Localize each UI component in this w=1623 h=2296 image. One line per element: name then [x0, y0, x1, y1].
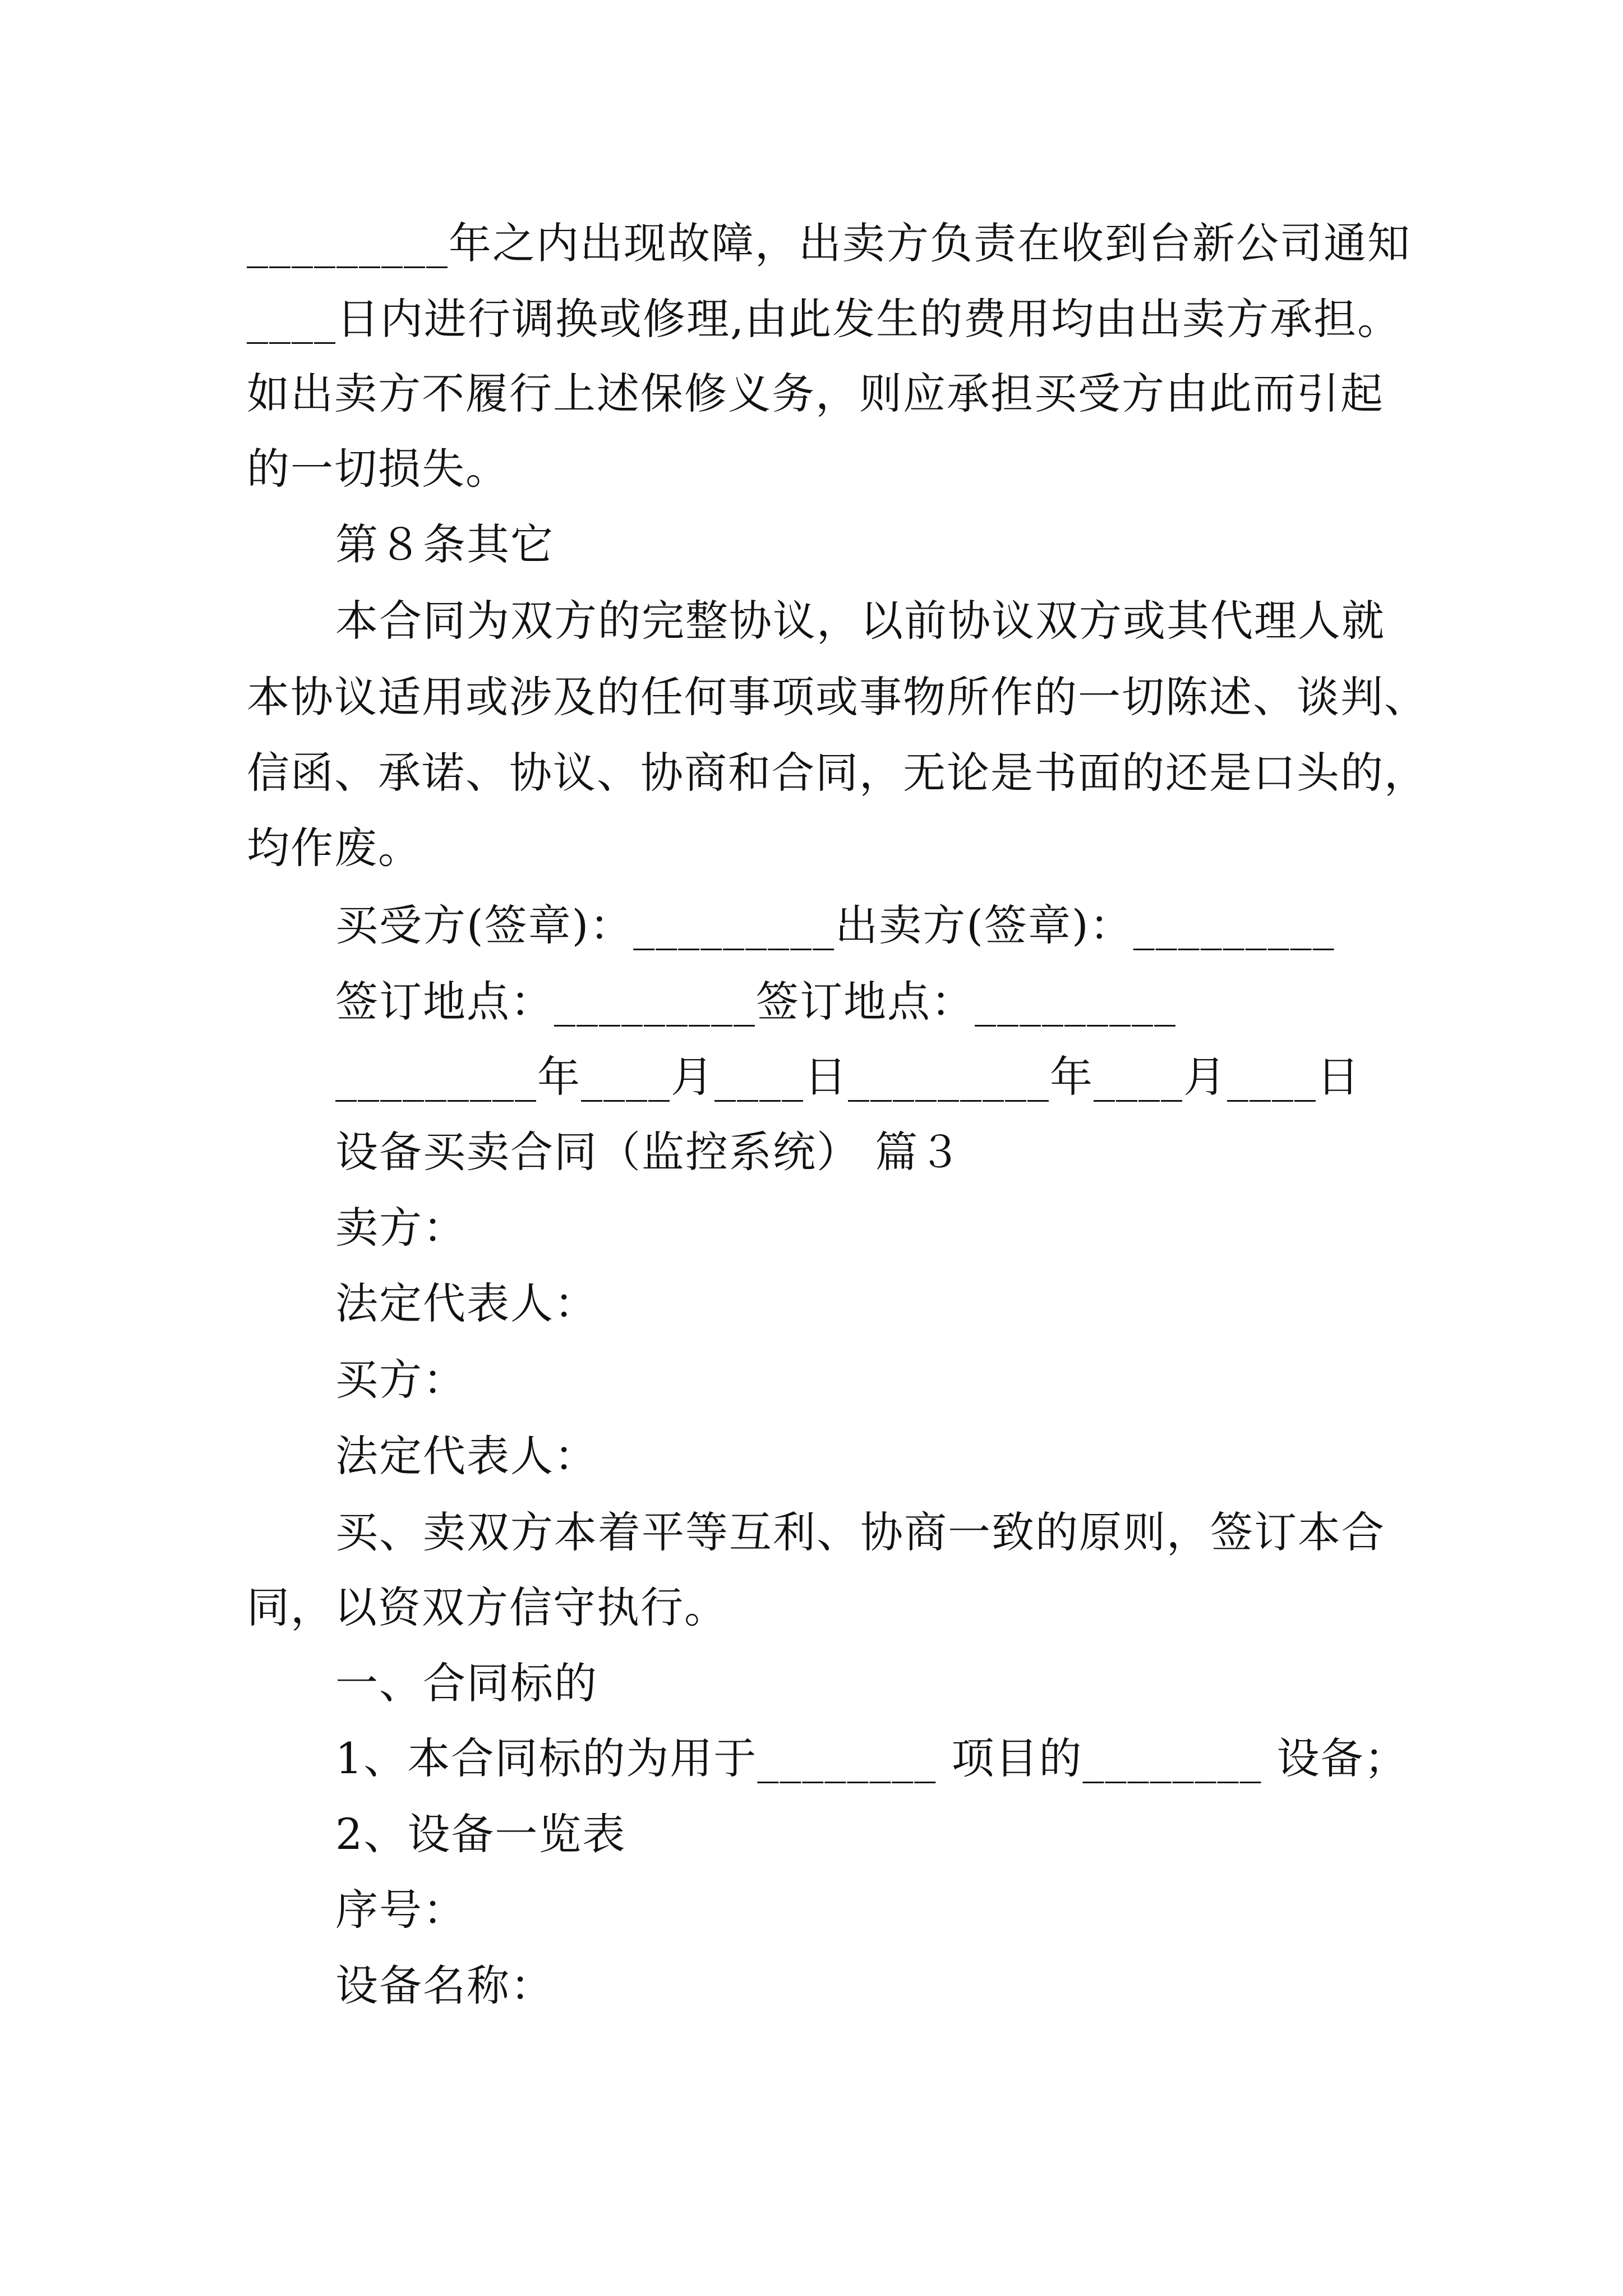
field-label: 序号： [335, 1885, 467, 1935]
clause-line: 2、设备一览表 [335, 1809, 626, 1859]
buyer-label: 买方： [335, 1355, 467, 1405]
buyer-representative-label: 法定代表人： [335, 1431, 598, 1481]
section-heading: 第８条其它 [335, 519, 554, 569]
paragraph-line: _________年之内出现故障，出卖方负责在收到台新公司通知 [247, 218, 1411, 268]
paragraph-line: 本协议适用或涉及的任何事项或事物所作的一切陈述、谈判、 [247, 672, 1428, 722]
seller-representative-label: 法定代表人： [335, 1278, 598, 1328]
paragraph-line: 信函、承诺、协议、协商和合同，无论是书面的还是口头的， [247, 748, 1428, 798]
signing-place-line: 签订地点：_________签订地点：_________ [335, 977, 1177, 1027]
section-heading: 一、合同标的 [335, 1658, 598, 1708]
paragraph-line: 的一切损失。 [247, 444, 509, 494]
paragraph-line: ____日内进行调换或修理,由此发生的费用均由出卖方承担。 [247, 294, 1401, 344]
paragraph-line: 买、卖双方本着平等互利、协商一致的原则，签订本合 [335, 1507, 1385, 1557]
field-label: 设备名称： [335, 1961, 554, 2010]
paragraph-line: 同，以资双方信守执行。 [247, 1582, 728, 1632]
date-line: _________年____月____日_________年____月____日 [335, 1052, 1361, 1102]
paragraph-line: 本合同为双方的完整协议，以前协议双方或其代理人就 [335, 596, 1385, 646]
clause-line: 1、本合同标的为用于________ 项目的________ 设备； [335, 1733, 1408, 1783]
seller-label: 卖方： [335, 1203, 467, 1253]
signature-line: 买受方(签章)：_________出卖方(签章)：_________ [335, 900, 1335, 950]
paragraph-line: 如出卖方不履行上述保修义务，则应承担买受方由此而引起 [247, 369, 1384, 418]
paragraph-line: 均作废。 [247, 823, 422, 873]
contract-title: 设备买卖合同（监控系统） 篇３ [335, 1127, 963, 1177]
